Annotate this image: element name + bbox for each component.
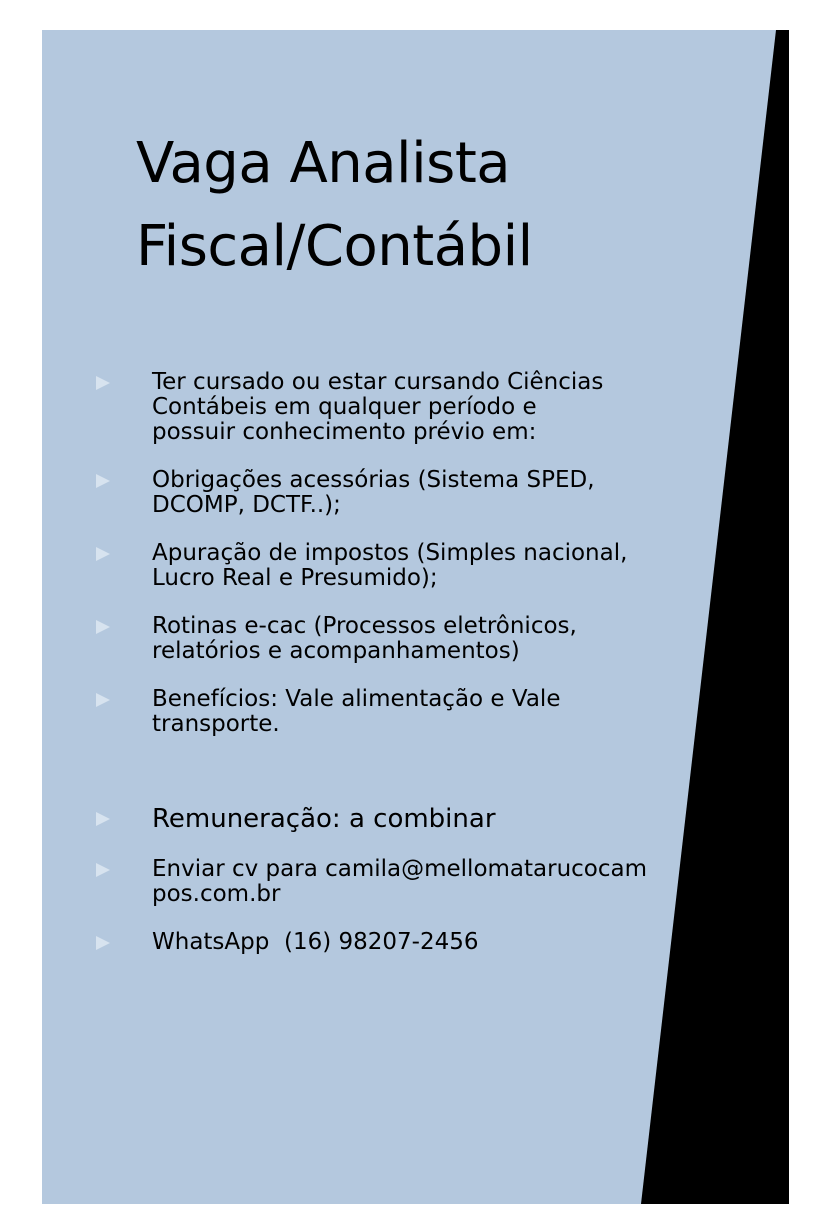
triangle-bullet-icon [96, 863, 110, 877]
list-item-text: Remuneração: a combinar [152, 804, 496, 834]
list-item-text: Benefícios: Vale alimentação e Vale transporte. [152, 686, 561, 737]
list-item-salary [92, 804, 692, 834]
triangle-bullet-icon [96, 936, 110, 950]
list-item-send-cv [92, 857, 692, 907]
list-item-text: Rotinas e-cac (Processos eletrônicos, relatórios e acompanhamentos) [152, 613, 577, 664]
title-line-2: Fiscal/Contábil [136, 214, 533, 279]
triangle-bullet-icon [96, 474, 110, 488]
list-item-text: WhatsApp (16) 98207-2456 [152, 929, 479, 955]
list-item-text: Ter cursado ou estar cursando Ciências Contábeis em qualquer período e possuir conhecimento prévio em: [152, 369, 604, 445]
list-item-obligations [92, 468, 692, 518]
list-item-ecac [92, 614, 692, 664]
triangle-bullet-icon [96, 812, 110, 826]
list-item-text: Obrigações acessórias (Sistema SPED, DCOMP, DCTF..); [152, 467, 595, 518]
triangle-bullet-icon [96, 620, 110, 634]
triangle-bullet-icon [96, 376, 110, 390]
requirements-list [92, 370, 692, 978]
triangle-bullet-icon [96, 547, 110, 561]
title-line-1: Vaga Analista [136, 131, 511, 196]
triangle-bullet-icon [96, 693, 110, 707]
list-item-requirements [92, 370, 692, 445]
list-item-benefits [92, 687, 692, 737]
list-item-whatsapp [92, 930, 692, 955]
list-item-text: Apuração de impostos (Simples nacional, Lucro Real e Presumido); [152, 540, 628, 591]
list-item-text: Enviar cv para camila@mellomatarucocampos.com.br [152, 856, 648, 907]
page-title [136, 122, 696, 288]
job-posting-slide [42, 30, 789, 1204]
list-item-taxes [92, 541, 692, 591]
